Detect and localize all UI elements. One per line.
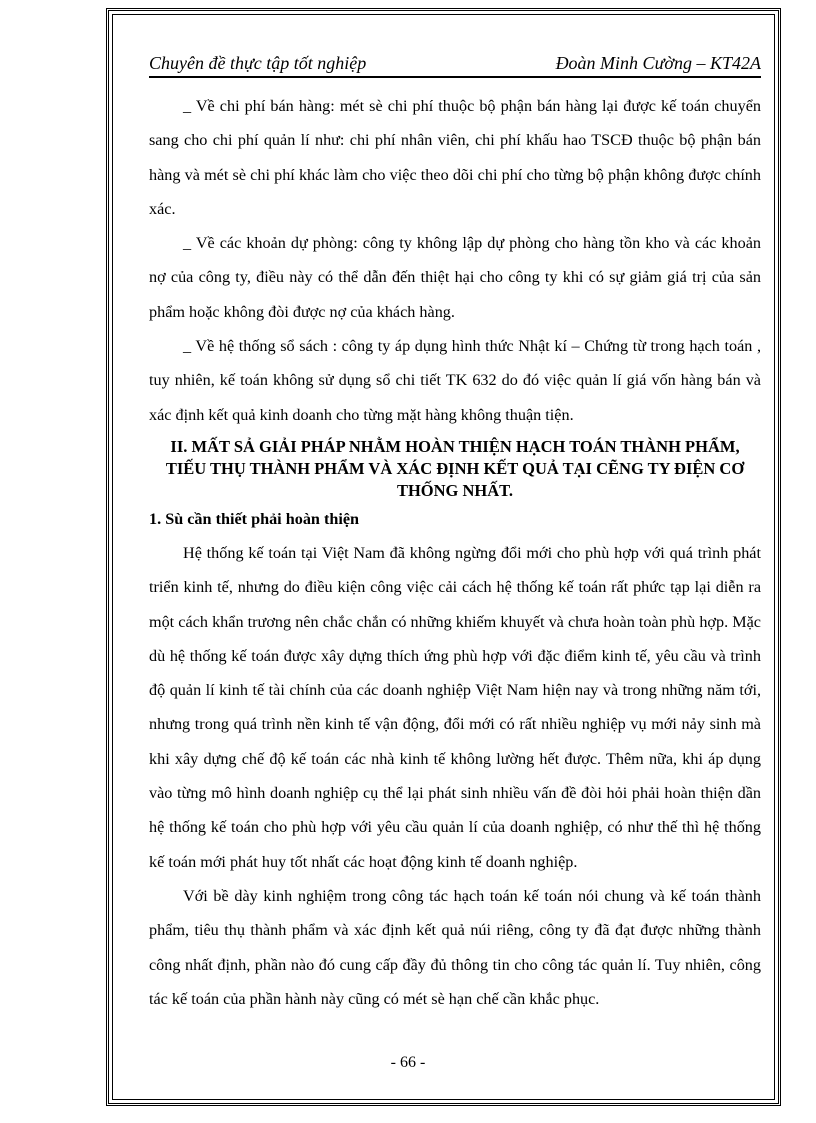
header-title: Chuyên đề thực tập tốt nghiệp [149, 53, 367, 73]
page-number: - 66 - [390, 1054, 426, 1071]
document-body [149, 89, 761, 1016]
paragraph: Với bề dày kinh nghiệm trong công tác hạch toán kế toán nói chung và kế toán thành phẩm, tiêu thụ thành phẩm và xác định kết quả núi riêng, công ty đã đạt được những thành công nhất định, phần nào đó cung cấp đầy đủ thông tin cho công tác quản lí. Tuy nhiên, công tác kế toán của phần hành này cũng có mét sè hạn chế cần khắc phục. [149, 886, 761, 1008]
page-header [149, 50, 761, 78]
paragraph: _ Về hệ thống sổ sách : công ty áp dụng hình thức Nhật kí – Chứng từ trong hạch toán , tuy nhiên, kế toán không sử dụng sổ chi tiết TK 632 do đó việc quản lí giá vốn hàng bán và xác định kết quả kinh doanh cho từng mặt hàng không thuận tiện. [149, 337, 761, 424]
paragraph: _ Về các khoản dự phòng: công ty không lập dự phòng cho hàng tồn kho và các khoản nợ của công ty, điều này có thể dẫn đến thiệt hại cho công ty khi có sự giảm giá trị của sản phẩm hoặc không đòi được nợ của khách hàng. [149, 234, 761, 321]
paragraph: Hệ thống kế toán tại Việt Nam đã không ngừng đổi mới cho phù hợp với quá trình phát triển kinh tế, nhưng do điều kiện công việc cải cách hệ thống kế toán rất phức tạp lại diễn ra một cách khẩn trương nên chắc chắn có những khiếm khuyết và chưa hoàn toàn phù hợp. Mặc dù hệ thống kế toán được xây dựng thích ứng phù hợp với đặc điểm kinh tế, yêu cầu và trình độ quản lí kinh tế tài chính của các doanh nghiệp Việt Nam hiện nay và trong những năm tới, nhưng trong quá trình nền kinh tế vận động, đổi mới có rất nhiều nghiệp vụ mới nảy sinh mà khi xây dựng chế độ kế toán các nhà kinh tế không lường hết được. Thêm nữa, khi áp dụng vào từng mô hình doanh nghiệp cụ thể lại phát sinh nhiều vấn đề đòi hỏi phải hoàn thiện dần hệ thống kế toán cho phù hợp với yêu cầu quản lí của doanh nghiệp, có như thế thì hệ thống kế toán mới phát huy tốt nhất các hoạt động kinh tế doanh nghiệp. [149, 543, 761, 871]
header-author: Đoàn Minh Cường – KT42A [555, 53, 761, 73]
section-heading: II. MẤT SẢ GIẢI PHÁP NHẰM HOÀN THIỆN HẠCH TOÁN THÀNH PHẨM, TIẾU THỤ THÀNH PHẨM VÀ XÁC ĐỊNH KẾT QUẢ TẠI CẼNG TY ĐIỆN CƠ THỐNG NHẤT. [165, 436, 745, 500]
subsection-heading: 1. Sù cần thiết phải hoàn thiện [149, 509, 360, 528]
paragraph: _ Về chi phí bán hàng: mét sè chi phí thuộc bộ phận bán hàng lại được kế toán chuyển sang cho chi phí quản lí như: chi phí nhân viên, chi phí khấu hao TSCĐ thuộc bộ phận bán hàng và mét sè chi phí khác làm cho việc theo dõi chi phí cho từng bộ phận không được chính xác. [149, 97, 761, 218]
